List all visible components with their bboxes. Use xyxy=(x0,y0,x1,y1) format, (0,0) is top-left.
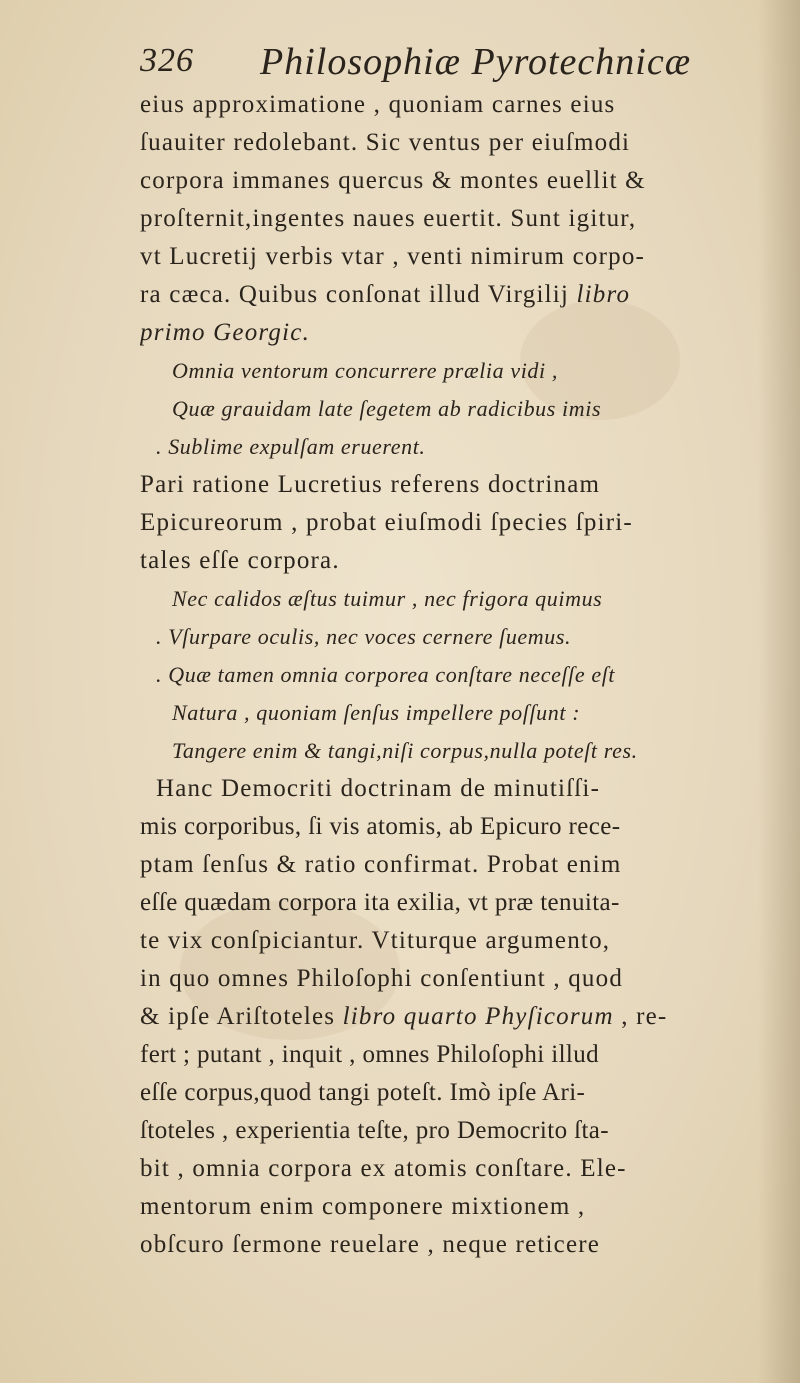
line-text: Omnia ventorum concurrere prælia vidi , xyxy=(172,358,558,383)
text-line xyxy=(140,542,770,580)
text-line xyxy=(140,238,770,276)
line-text: tales eſſe corpora. xyxy=(140,547,340,574)
line-text: te vix conſpiciantur. Vtiturque argumento, xyxy=(140,927,611,954)
text-line xyxy=(140,846,770,884)
line-text: Pari ratione Lucretius referens doctrinam xyxy=(140,471,601,498)
text-line xyxy=(140,656,770,694)
line-text: Natura , quoniam ſenſus impellere poſſunt : xyxy=(172,700,581,725)
text-line xyxy=(140,86,770,124)
line-text: mentorum enim componere mixtionem , xyxy=(140,1193,586,1220)
text-line xyxy=(140,618,770,656)
line-text: ptam ſenſus & ratio confirmat. Probat enim xyxy=(140,851,622,878)
page-number: 326 xyxy=(140,42,194,79)
text-line xyxy=(140,1188,770,1226)
line-text: . Quæ tamen omnia corporea conſtare neceſſe eſt xyxy=(156,662,616,687)
line-text: in quo omnes Philoſophi conſentiunt , quod xyxy=(140,965,624,992)
line-italic-text: libro quarto Phyſicorum xyxy=(342,1003,614,1030)
text-line xyxy=(140,694,770,732)
line-italic-text: libro xyxy=(576,281,631,308)
text-line xyxy=(140,1036,770,1074)
text-line xyxy=(140,1150,770,1188)
line-text: . Sublime expulſam eruerent. xyxy=(156,434,426,459)
line-text: . Vſurpare oculis, nec voces cernere ſuemus. xyxy=(156,624,572,649)
text-line xyxy=(140,770,770,808)
text-line xyxy=(140,200,770,238)
text-line xyxy=(140,124,770,162)
line-text: primo Georgic. xyxy=(140,319,311,346)
line-text: proſternit,ingentes naues euertit. Sunt igitur, xyxy=(140,205,637,232)
text-line xyxy=(140,466,770,504)
text-line xyxy=(140,922,770,960)
text-line xyxy=(140,998,770,1036)
running-head: Philosophiæ Pyrotechnicæ xyxy=(260,41,692,83)
line-text: ſuauiter redolebant. Sic ventus per eiuſmodi xyxy=(140,129,631,156)
line-text: ra cæca. Quibus conſonat illud Virgilij xyxy=(140,281,577,308)
text-line xyxy=(140,162,770,200)
line-text: Quæ grauidam late ſegetem ab radicibus imis xyxy=(172,396,602,421)
line-text: obſcuro ſermone reuelare , neque reticere xyxy=(140,1231,601,1258)
text-line xyxy=(140,352,770,390)
line-text: fert ; putant , inquit , omnes Philoſophi illud xyxy=(140,1041,600,1068)
line-text: Epicureorum , probat eiuſmodi ſpecies ſpiri- xyxy=(140,509,633,536)
text-line xyxy=(140,1112,770,1150)
line-text: Hanc Democriti doctrinam de minutiſſi- xyxy=(156,775,601,802)
page-header xyxy=(140,38,740,88)
text-line xyxy=(140,390,770,428)
line-text: & ipſe Ariſtoteles xyxy=(140,1003,343,1030)
text-line xyxy=(140,428,770,466)
text-line xyxy=(140,960,770,998)
body-text xyxy=(140,86,770,1264)
text-line xyxy=(140,884,770,922)
line-text: eius approximatione , quoniam carnes eius xyxy=(140,91,616,118)
text-line xyxy=(140,276,770,314)
line-text: ſtoteles , experientia teſte, pro Democrito ſta- xyxy=(140,1117,610,1144)
text-line xyxy=(140,808,770,846)
text-line xyxy=(140,732,770,770)
text-line xyxy=(140,504,770,542)
text-line xyxy=(140,1226,770,1264)
text-line xyxy=(140,1074,770,1112)
text-line xyxy=(140,580,770,618)
line-text: eſſe quædam corpora ita exilia, vt præ tenuita- xyxy=(140,889,620,916)
line-text: corpora immanes quercus & montes euellit & xyxy=(140,167,646,194)
line-roman-text: , re- xyxy=(613,1003,668,1030)
line-text: vt Lucretij verbis vtar , venti nimirum corpo- xyxy=(140,243,646,270)
line-text: Nec calidos æſtus tuimur , nec frigora quimus xyxy=(172,586,603,611)
line-text: Tangere enim & tangi,niſi corpus,nulla poteſt res. xyxy=(172,738,638,763)
line-text: mis corporibus, ſi vis atomis, ab Epicuro rece- xyxy=(140,813,621,840)
line-text: eſſe corpus,quod tangi poteſt. Imò ipſe Ari- xyxy=(140,1079,586,1106)
text-line xyxy=(140,314,770,352)
line-text: bit , omnia corpora ex atomis conſtare. Ele- xyxy=(140,1155,627,1182)
